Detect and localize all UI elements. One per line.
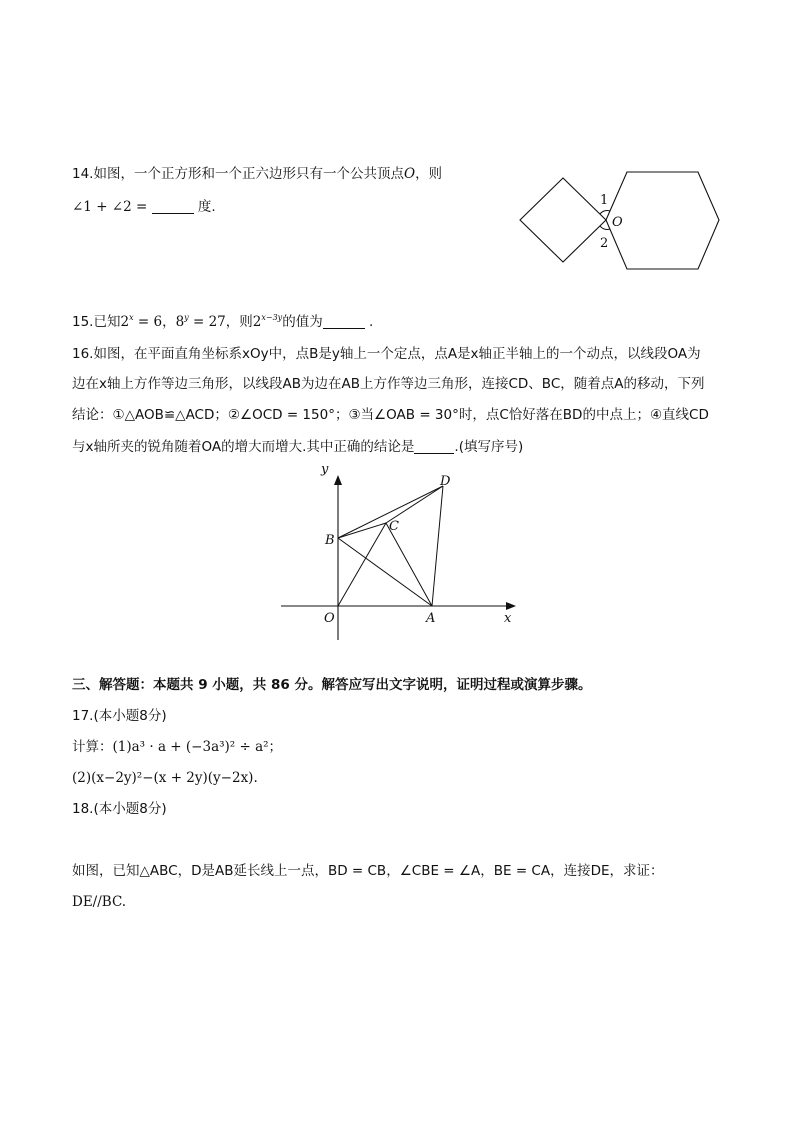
q14-text: 如图，一个正方形和一个正六边形只有一个公共顶点	[93, 166, 404, 182]
label-y-axis: y	[321, 462, 329, 477]
label-point-c: C	[389, 519, 399, 534]
q18-line-1: 如图，已知△ABC，D是AB延长线上一点，BD = CB，∠CBE = ∠A，BE = CA，连接DE，求证：	[72, 863, 664, 879]
x-axis-arrow	[506, 602, 516, 610]
q17-header: 17.(本小题8分)	[72, 708, 167, 724]
segment-ad	[432, 486, 443, 606]
label-point-b: B	[325, 533, 335, 548]
eq2-base: 8	[175, 314, 185, 330]
q15-text-1: 已知	[93, 314, 121, 330]
label-point-o: O	[324, 611, 335, 626]
segment-cd	[386, 486, 443, 523]
label-angle-2: 2	[600, 236, 609, 251]
q15-end: .	[364, 314, 374, 330]
q16-line-1: 16.如图，在平面直角坐标系xOy中，点B是y轴上一个定点，点A是x轴正半轴上的一个动点，以线段OA为	[72, 346, 701, 362]
eq1-rhs: = 6，	[133, 314, 176, 330]
eq3-base: 2	[252, 314, 262, 330]
point-o-label: O	[403, 166, 416, 182]
label-angle-1: 1	[600, 193, 609, 208]
unit-degree: 度.	[197, 199, 216, 215]
eq3-exponent: x−3y	[261, 313, 283, 322]
label-x-axis: x	[504, 611, 512, 626]
q16-line-4-text: 与x轴所夹的锐角随着OA的增大而增大.其中正确的结论是	[72, 439, 415, 455]
segment-ba	[338, 538, 432, 606]
eq2-rhs: = 27，	[188, 314, 240, 330]
q16-line-3: 结论：①△AOB≌△ACD；②∠OCD = 150°；③当∠OAB = 30°时，点C恰好落在BD的中点上；④直线CD	[72, 407, 709, 423]
section-3-title: 三、解答题：本题共 9 小题，共 86 分。解答应写出文字说明，证明过程或演算步骤。	[72, 677, 592, 693]
label-point-d: D	[440, 474, 451, 489]
eq2-exponent: y	[184, 313, 189, 322]
q15-text-3: 的值为	[282, 314, 323, 330]
q18-header: 18.(本小题8分)	[72, 801, 167, 817]
q17-part-1	[72, 737, 282, 757]
y-axis-arrow	[334, 475, 342, 485]
eq1-exponent: x	[129, 313, 134, 322]
segment-ca	[386, 523, 432, 606]
question-number: 15.	[72, 314, 94, 330]
q18-line-2: DE//BC.	[72, 894, 127, 910]
question-number: 14.	[72, 166, 94, 182]
eq1-base: 2	[120, 314, 130, 330]
q14-text-end: ，则	[415, 166, 443, 182]
label-vertex-o: O	[612, 215, 623, 230]
label-point-a: A	[426, 611, 436, 626]
angle-expression: ∠1 + ∠2 =	[72, 199, 148, 215]
calc-label: 计算：	[72, 739, 113, 755]
q17-part-2: (2)(x−2y)²−(x + 2y)(y−2x).	[72, 770, 258, 786]
q17-expression-1: (1)a³ · a + (−3a³)² ÷ a²；	[112, 739, 283, 755]
q15-text-2: 则	[239, 314, 253, 330]
q16-line-4-end: .(填写序号)	[454, 439, 524, 455]
q16-line-2: 边在x轴上方作等边三角形，以线段AB为边在AB上方作等边三角形，连接CD、BC，随着点A的移动，下列	[72, 376, 705, 392]
